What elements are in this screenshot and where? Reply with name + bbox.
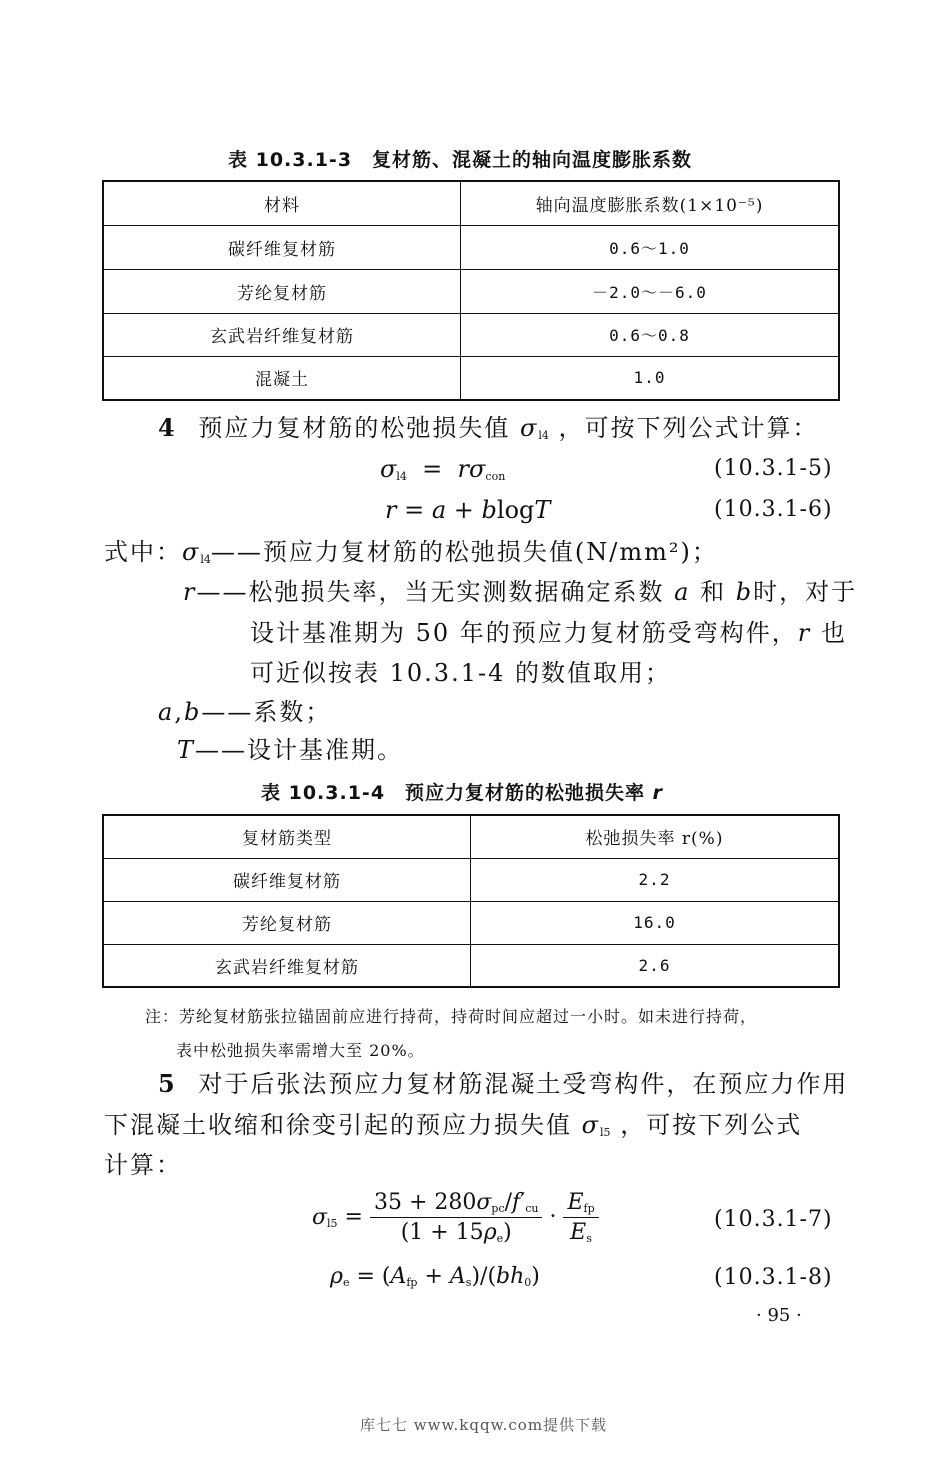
material-cell: 芳纶复材筋 — [103, 269, 461, 313]
equation-number: (10.3.1-5) — [714, 456, 833, 481]
equation-number: (10.3.1-6) — [714, 497, 833, 522]
para4-text-end: ，可按下列公式计算： — [558, 414, 819, 442]
rate-cell: 2.6 — [471, 944, 840, 987]
paragraph-4 — [158, 413, 819, 442]
type-cell: 玄武岩纤维复材筋 — [103, 944, 471, 987]
type-cell: 碳纤维复材筋 — [103, 858, 471, 901]
table2-caption — [261, 778, 663, 805]
table-row — [103, 944, 839, 987]
value-cell: 0.6～1.0 — [461, 225, 840, 269]
rate-cell: 16.0 — [471, 901, 840, 944]
table-header-row — [103, 181, 839, 225]
material-cell: 混凝土 — [103, 356, 461, 400]
paragraph-5-line1 — [158, 1069, 849, 1098]
table1-caption: 表 10.3.1-3 复材筋、混凝土的轴向温度膨胀系数 — [228, 149, 693, 171]
para5-text: 对于后张法预应力复材筋混凝土受弯构件，在预应力作用 — [198, 1070, 849, 1098]
equation-10-3-1-5: $\sigma_{l4} = r\sigma_{con}$ — [380, 455, 506, 483]
value-cell: －2.0～－6.0 — [461, 269, 840, 313]
table-row — [103, 858, 839, 901]
table-row — [103, 356, 839, 400]
sigma-l5-symbol: $\sigma_{l5}$ — [581, 1111, 611, 1139]
table-row — [103, 225, 839, 269]
definition-text: 也 — [820, 619, 847, 647]
equation-number: (10.3.1-7) — [714, 1207, 833, 1232]
definition-text: 时，对于 — [753, 578, 858, 606]
fraction-modulus: $\frac{E_{fp}}{E_s}$ — [563, 1190, 598, 1245]
sigma-l4-symbol: $\sigma_{l4}$ — [519, 414, 549, 442]
material-cell: 碳纤维复材筋 — [103, 225, 461, 269]
table-header-row — [103, 815, 839, 858]
table2-caption-text: 表 10.3.1-4 预应力复材筋的松弛损失率 — [261, 782, 646, 804]
item-number: 5 — [158, 1069, 177, 1098]
relaxation-loss-table — [102, 814, 840, 988]
table2-caption-var: r — [652, 782, 664, 804]
page-number: · 95 · — [756, 1305, 802, 1326]
type-cell: 芳纶复材筋 — [103, 901, 471, 944]
definition-text: ——松弛损失率，当无实测数据确定系数 — [196, 578, 665, 606]
definition-text: ——预应力复材筋的松弛损失值(N/mm²)； — [210, 538, 718, 566]
para4-text: 预应力复材筋的松弛损失值 — [198, 414, 511, 442]
definition-text: 和 — [700, 578, 727, 606]
value-cell: 1.0 — [461, 356, 840, 400]
definition-text: 设计基准期为 50 年的预应力复材筋受弯构件， — [250, 619, 798, 647]
definition-r-line3: 可近似按表 10.3.1-4 的数值取用； — [250, 659, 671, 687]
equation-10-3-1-6: r = a + blogT — [385, 496, 551, 524]
header-cell: 轴向温度膨胀系数(1×10⁻⁵) — [461, 181, 840, 225]
expansion-coefficient-table — [102, 180, 840, 401]
table-note-line2: 表中松弛损失率需增大至 20%。 — [176, 1041, 425, 1060]
definition-t: T——设计基准期。 — [177, 736, 404, 764]
table-row — [103, 901, 839, 944]
para5-text: 下混凝土收缩和徐变引起的预应力损失值 — [104, 1111, 572, 1139]
fraction-main: $\frac{35 + 280\sigma_{pc}/f'_{cu}}{(1 + 15\rho_e)}$ — [370, 1190, 542, 1245]
value-cell: 0.6～0.8 — [461, 313, 840, 356]
table-note-line1: 注：芳纶复材筋张拉锚固前应进行持荷，持荷时间应超过一小时。如未进行持荷， — [145, 1007, 758, 1026]
equation-10-3-1-7: $\sigma_{l5}$ = $\frac{35 + 280\sigma_{pc}/f'_{cu}}{(1 + 15\rho_e)}$ · $\frac{E_{fp}}{E_s}$ — [312, 1190, 599, 1245]
para5-text: ，可按下列公式 — [620, 1111, 803, 1139]
item-number: 4 — [158, 413, 177, 442]
equation-10-3-1-8: $\rho_e = (A_{fp} + A_s)/(bh_0)$ — [330, 1264, 540, 1289]
header-cell: 材料 — [103, 181, 461, 225]
rate-cell: 2.2 — [471, 858, 840, 901]
equation-number: (10.3.1-8) — [714, 1265, 833, 1290]
definition-text: ——设计基准期。 — [195, 736, 404, 764]
defs-prefix: 式中： — [104, 538, 182, 566]
table-row — [103, 269, 839, 313]
definition-r-line2: 设计基准期为 50 年的预应力复材筋受弯构件，r 也 — [250, 619, 847, 647]
table-row — [103, 313, 839, 356]
definition-sigma-l4: 式中：$\sigma_{l4}——$预应力复材筋的松弛损失值(N/mm²)； — [104, 538, 718, 566]
definition-a-b: a,b——系数； — [158, 698, 332, 726]
definition-text: ——系数； — [201, 698, 332, 726]
paragraph-5-line3: 计算： — [104, 1151, 182, 1179]
header-cell: 松弛损失率 r(%) — [471, 815, 840, 858]
header-cell: 复材筋类型 — [103, 815, 471, 858]
download-footer: 库七七 www.kqqw.com提供下载 — [360, 1416, 608, 1434]
material-cell: 玄武岩纤维复材筋 — [103, 313, 461, 356]
definition-r: r——松弛损失率，当无实测数据确定系数 a 和 b时，对于 — [183, 578, 858, 606]
paragraph-5-line2 — [104, 1113, 802, 1138]
